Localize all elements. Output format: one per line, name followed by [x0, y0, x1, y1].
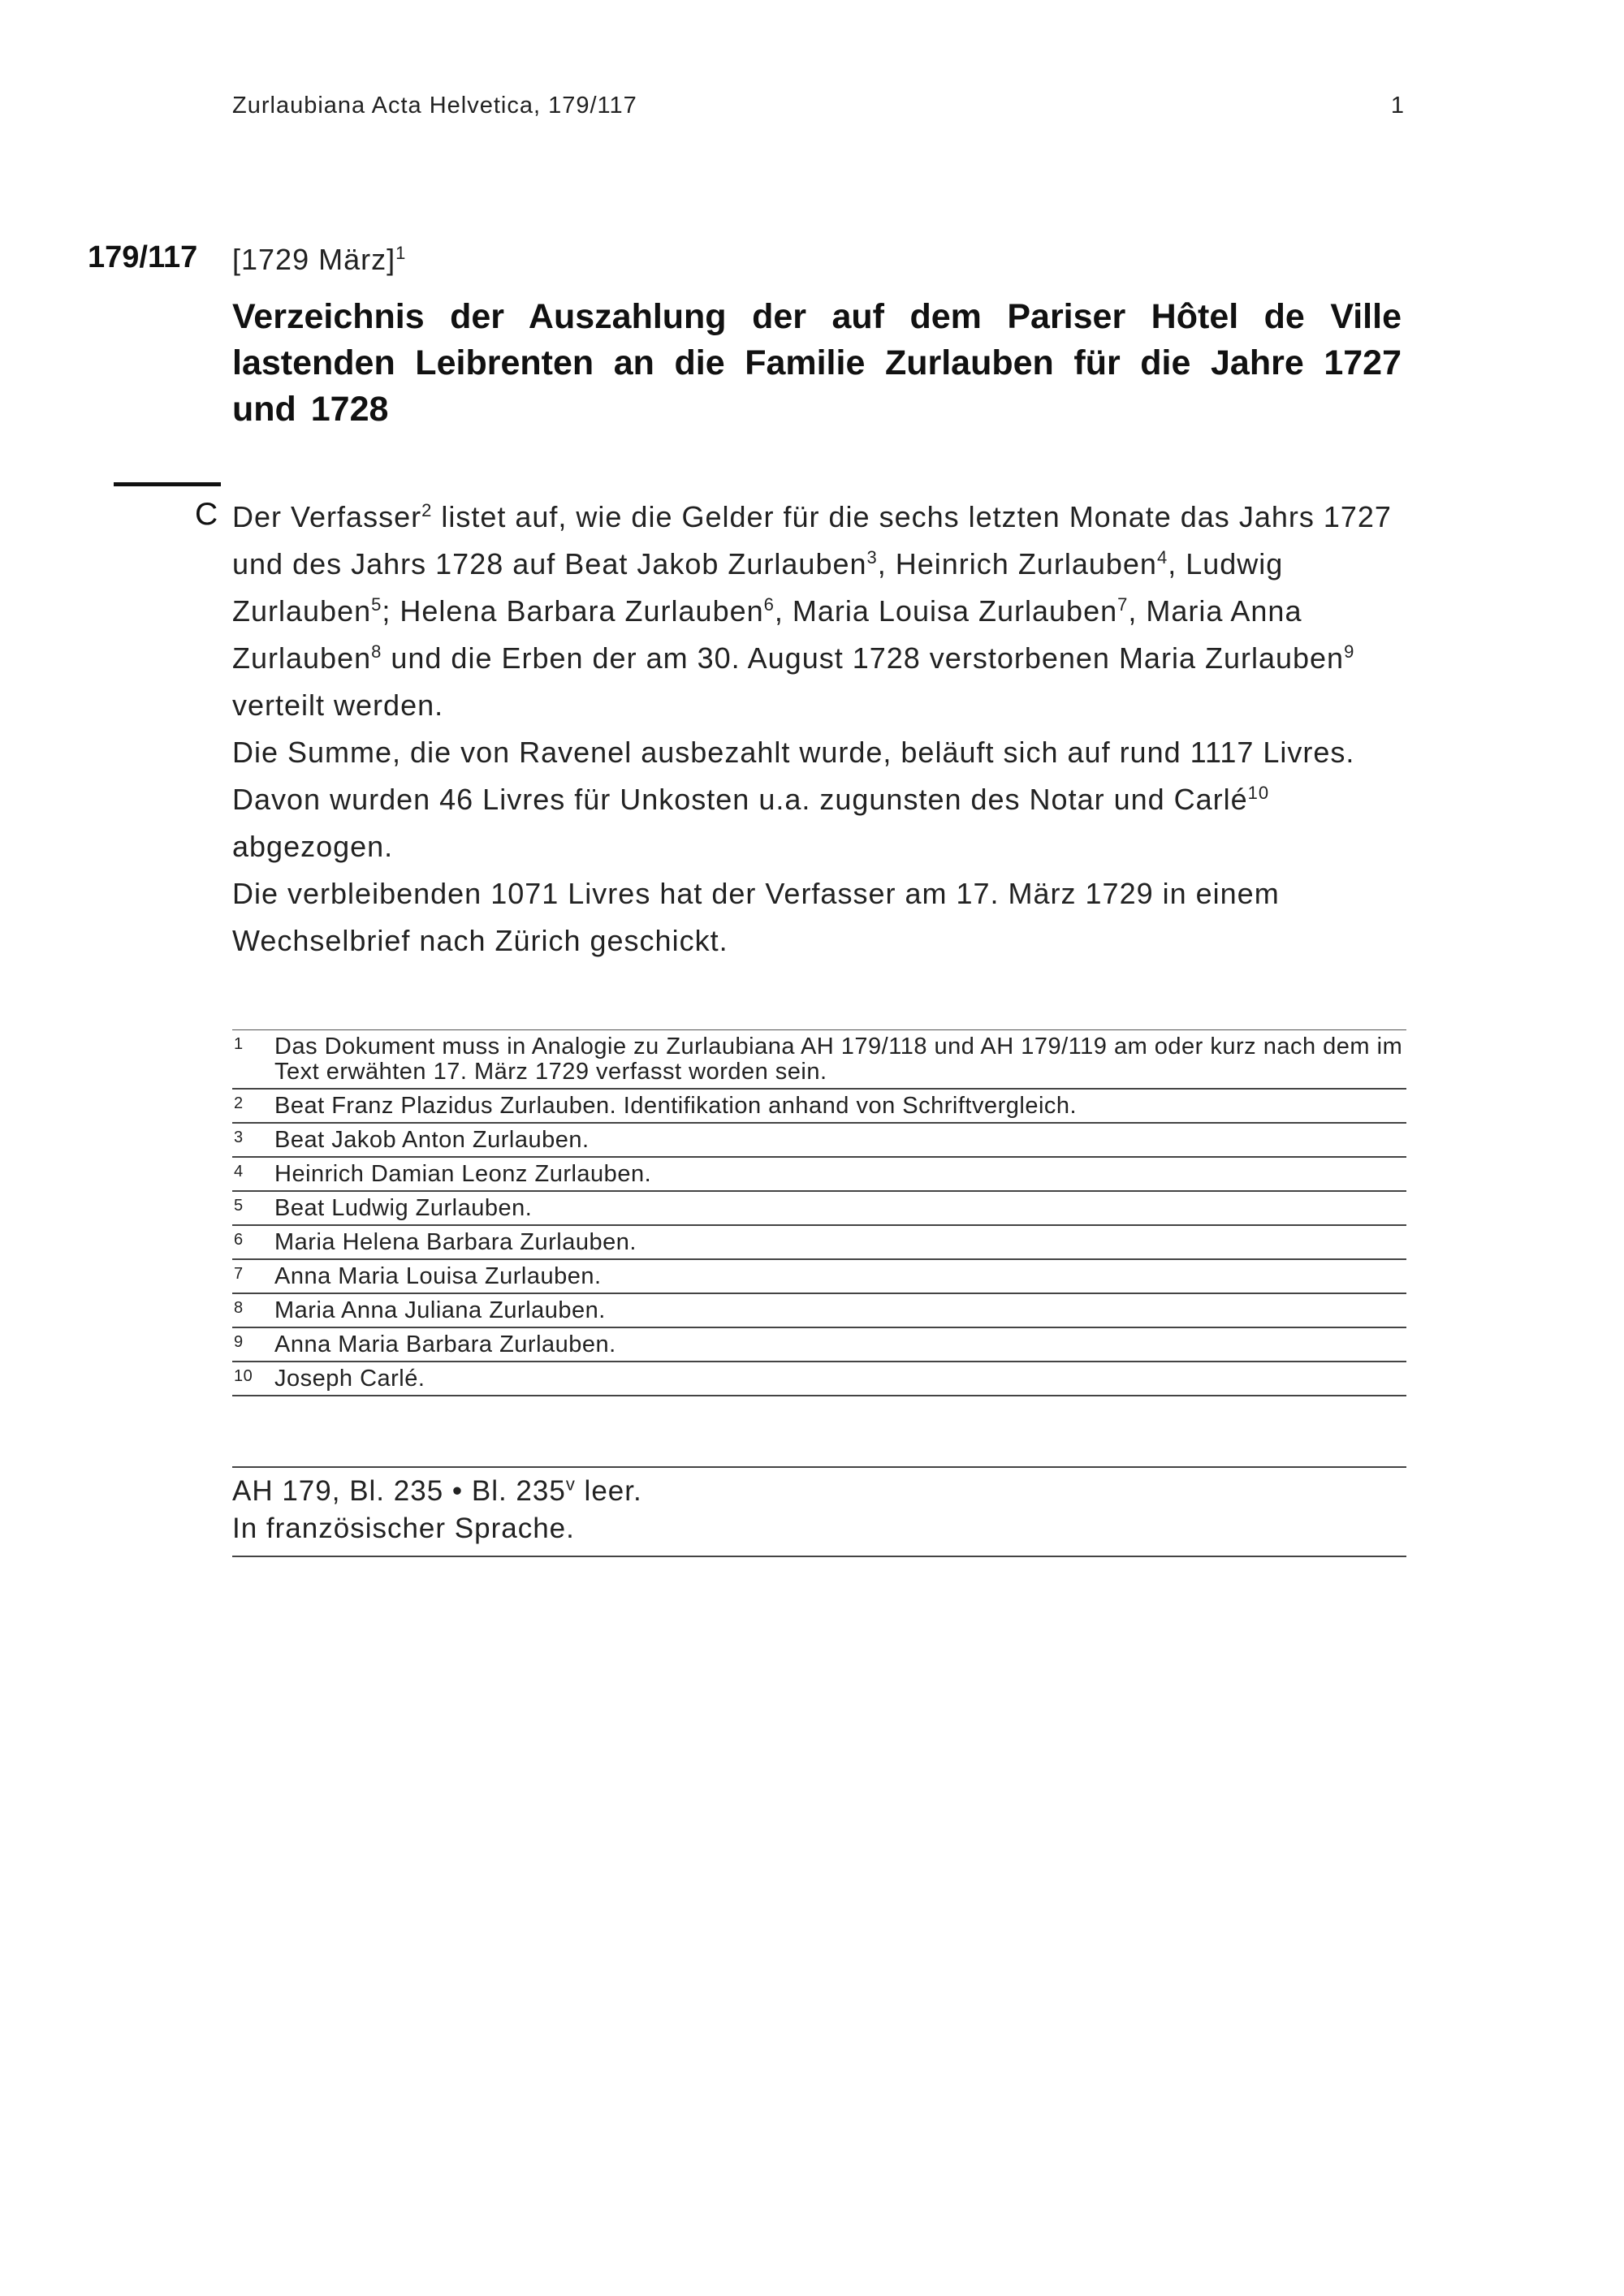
footnote-text: Das Dokument muss in Analogie zu Zurlaubiana AH 179/118 und AH 179/119 am oder kurz nach dem im Text erwähten 17. März 1729 verfasst worden sein. — [274, 1034, 1403, 1085]
footnote — [232, 1226, 1406, 1260]
title-line-1: Verzeichnis der Auszahlung der auf dem Pariser Hôtel de Ville — [232, 297, 1402, 336]
document-number: 179/117 — [88, 240, 198, 274]
footnote-ref-9: 9 — [1344, 641, 1355, 662]
footnote-ref-3: 3 — [866, 547, 878, 568]
footnote — [232, 1192, 1406, 1226]
footnote-number: 10 — [234, 1367, 253, 1385]
footnote-number: 4 — [234, 1163, 244, 1180]
footnote-text: Joseph Carlé. — [274, 1366, 425, 1392]
footnote — [232, 1362, 1406, 1396]
footnote — [232, 1294, 1406, 1328]
footnote — [232, 1124, 1406, 1158]
section-rule — [114, 482, 221, 486]
source-language: In französischer Sprache. — [232, 1513, 575, 1544]
footnote-text: Heinrich Damian Leonz Zurlauben. — [274, 1161, 652, 1187]
title-line-3: und 1728 — [232, 390, 389, 429]
footnote-ref-2: 2 — [421, 500, 433, 520]
footnote-number: 8 — [234, 1299, 244, 1317]
footnote-ref-4: 4 — [1156, 547, 1168, 568]
footnotes — [232, 1029, 1406, 1396]
footnote-ref-1: 1 — [395, 243, 407, 263]
footnote-number: 7 — [234, 1265, 244, 1283]
footnote-number: 5 — [234, 1197, 244, 1215]
running-head — [232, 93, 1405, 119]
footnote-number: 2 — [234, 1094, 244, 1112]
source-reference: AH 179, Bl. 235 • Bl. 235$^v$ leer. — [232, 1474, 642, 1507]
footnote-text: Maria Helena Barbara Zurlauben. — [274, 1229, 637, 1255]
footnote-text: Beat Franz Plazidus Zurlauben. Identifikation anhand von Schriftvergleich. — [274, 1093, 1078, 1119]
section-marker: C — [195, 497, 218, 532]
page-number: 1 — [1390, 93, 1405, 119]
footnote-text: Maria Anna Juliana Zurlauben. — [274, 1297, 606, 1323]
footnote-number: 9 — [234, 1333, 244, 1351]
footnote-ref-10: 10 — [1247, 783, 1270, 803]
footnote — [232, 1030, 1406, 1090]
summary-paragraph-3: Die verbleibenden 1071 Livres hat der Verfasser am 17. März 1729 in einem Wechselbrief nach Zürich geschickt. — [232, 877, 1280, 957]
footnote-ref-6: 6 — [763, 594, 775, 615]
footnote-number: 6 — [234, 1231, 244, 1249]
footnote-text: Beat Ludwig Zurlauben. — [274, 1195, 533, 1221]
footnote-ref-7: 7 — [1117, 594, 1129, 615]
footnote — [232, 1158, 1406, 1192]
document-date-text: [1729 März] — [232, 243, 396, 276]
footnote-number: 1 — [234, 1035, 244, 1053]
footnote — [232, 1090, 1406, 1124]
running-head-title: Zurlaubiana Acta Helvetica, 179/117 — [232, 93, 637, 119]
footnote-text: Beat Jakob Anton Zurlauben. — [274, 1127, 590, 1153]
title-line-2: lastenden Leibrenten an die Familie Zurlauben für die Jahre 1727 — [232, 343, 1402, 382]
summary-paragraph-1: Der Verfasser$^2$ listet auf, wie die Gelder für die sechs letzten Monate das Jahrs 1727 und des Jahrs 1728 auf Beat Jakob Zurlauben$^3$, Heinrich Zurlauben$^4$, Ludwig Zurlauben$^5$; Helena Barbara Zurlauben$^6$, Maria Louisa Zurlauben$^7$, Maria Anna Zurlauben$^8$ und die Erben der am 30. August 1728 verstorbenen Maria Zurlauben$^9$ verteilt werden. — [232, 500, 1392, 722]
footnote-text: Anna Maria Barbara Zurlauben. — [274, 1331, 616, 1357]
summary-paragraph-2: Die Summe, die von Ravenel ausbezahlt wurde, beläuft sich auf rund 1117 Livres. Davon wurden 46 Livres für Unkosten u.a. zugunsten des Notar und Carlé$^{10}$ abgezogen. — [232, 736, 1355, 863]
footnote — [232, 1328, 1406, 1362]
footnote-number: 3 — [234, 1129, 244, 1146]
footnote-ref-5: 5 — [371, 594, 382, 615]
footnote-text: Anna Maria Louisa Zurlauben. — [274, 1263, 602, 1289]
source-block — [232, 1466, 1406, 1557]
verso-mark: v — [565, 1474, 576, 1495]
footnote — [232, 1260, 1406, 1294]
summary-text — [232, 494, 1418, 965]
footnote-ref-8: 8 — [371, 641, 382, 662]
document-title — [232, 294, 1402, 433]
document-date — [232, 243, 406, 277]
